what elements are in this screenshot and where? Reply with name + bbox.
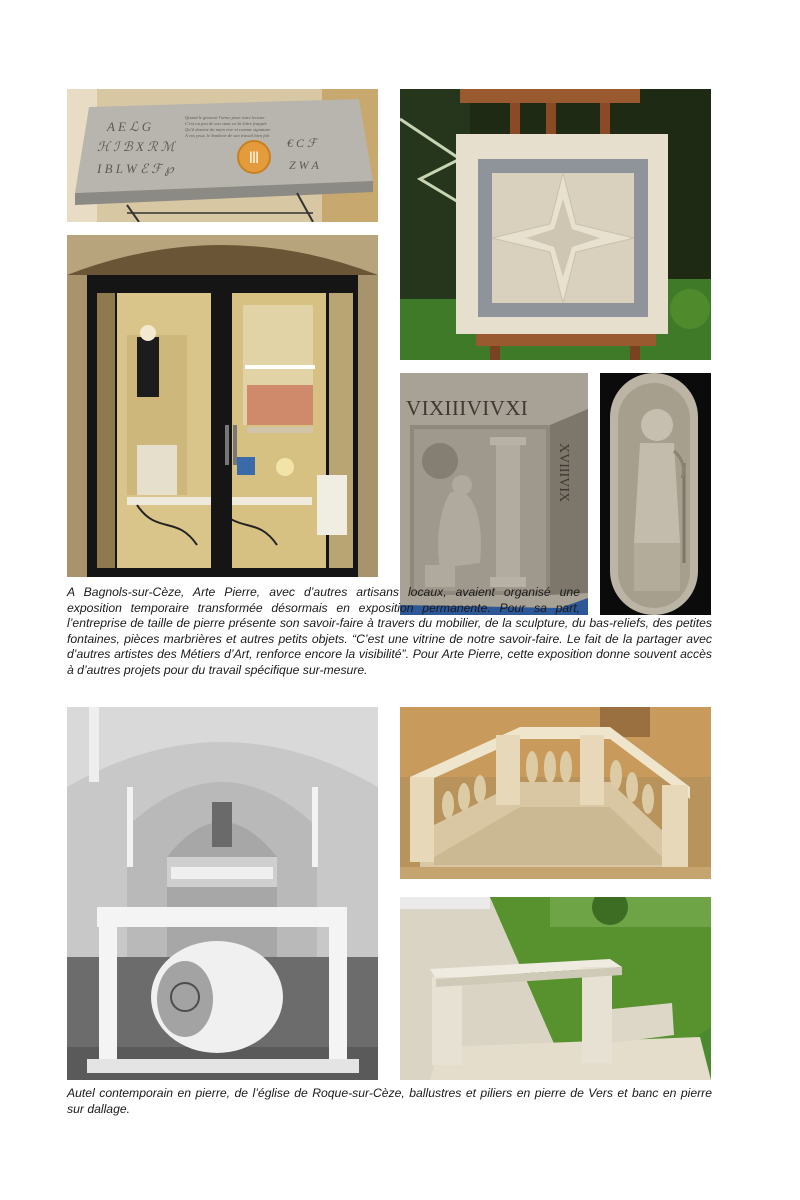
svg-text:ℋ ℐ ℬ X ℛ ℳ: ℋ ℐ ℬ X ℛ ℳ bbox=[97, 139, 175, 154]
svg-text:I B L W ℰ ℱ ℘: I B L W ℰ ℱ ℘ bbox=[97, 161, 174, 176]
svg-text:€ C ℱ: € C ℱ bbox=[287, 136, 317, 150]
svg-text:A E ℒ G: A E ℒ G bbox=[107, 119, 152, 134]
works-caption-text: Autel contemporain en pierre, de l’église de Roque-sur-Cèze, ballustres et piliers en pierre de Vers et banc en pierre sur dallage. bbox=[67, 1086, 712, 1116]
photo-stone-bench bbox=[400, 897, 711, 1080]
exhibition-caption-text: A Bagnols-sur-Cèze, Arte Pierre, avec d’autres artisans locaux, avaient organisé une exposition temporaire transformée désormais en exposition permanente. Pour sa part, l’entreprise de taille de pierre présente son savoir-faire à travers du mobilier, de la sculpture, du bas-reliefs, des petites fontaines, pièces marbrières et autres petits objets. “C’est une vitrine de notre savoir-faire. Le fait de la partager avec d’autres artistes des Métiers d’Art, renforce encore la visibilité”. Pour Arte Pierre, cette exposition donne souvent accès à d’autres projets pour du travail spécifique sur-mesure. bbox=[67, 585, 712, 677]
table-engraved-verse-line-2: C'est un peu de son cœur en la lettre frappée bbox=[185, 121, 268, 126]
photo-star-inlay-stone bbox=[400, 89, 711, 360]
svg-text:Ⅲ: Ⅲ bbox=[248, 150, 260, 167]
table-engraved-verse-line-4: A vos yeux, le bonheur de son travail bien fait bbox=[185, 133, 270, 138]
photo-engraved-alphabet-table bbox=[67, 89, 378, 222]
photo-church-altar bbox=[67, 707, 378, 1080]
stele-inscription-text: VIXIIIVIVXI bbox=[406, 396, 529, 420]
photo-carved-stele-column bbox=[400, 373, 588, 615]
svg-text:XVIIIVIX: XVIIIVIX bbox=[556, 443, 571, 503]
table-engraved-verse-line-3: Qu'il dessine du main vive et comme signature bbox=[185, 127, 271, 132]
photo-stone-balustrade bbox=[400, 707, 711, 879]
works-caption bbox=[67, 1086, 712, 1117]
photo-shop-window bbox=[67, 235, 378, 577]
svg-text:Z W A: Z W A bbox=[289, 158, 319, 172]
table-engraved-verse-line-1: Quand le graveur l'arme pour votre lecture bbox=[185, 115, 265, 120]
photo-carved-figure-stele bbox=[600, 373, 711, 615]
exhibition-caption bbox=[67, 585, 712, 695]
